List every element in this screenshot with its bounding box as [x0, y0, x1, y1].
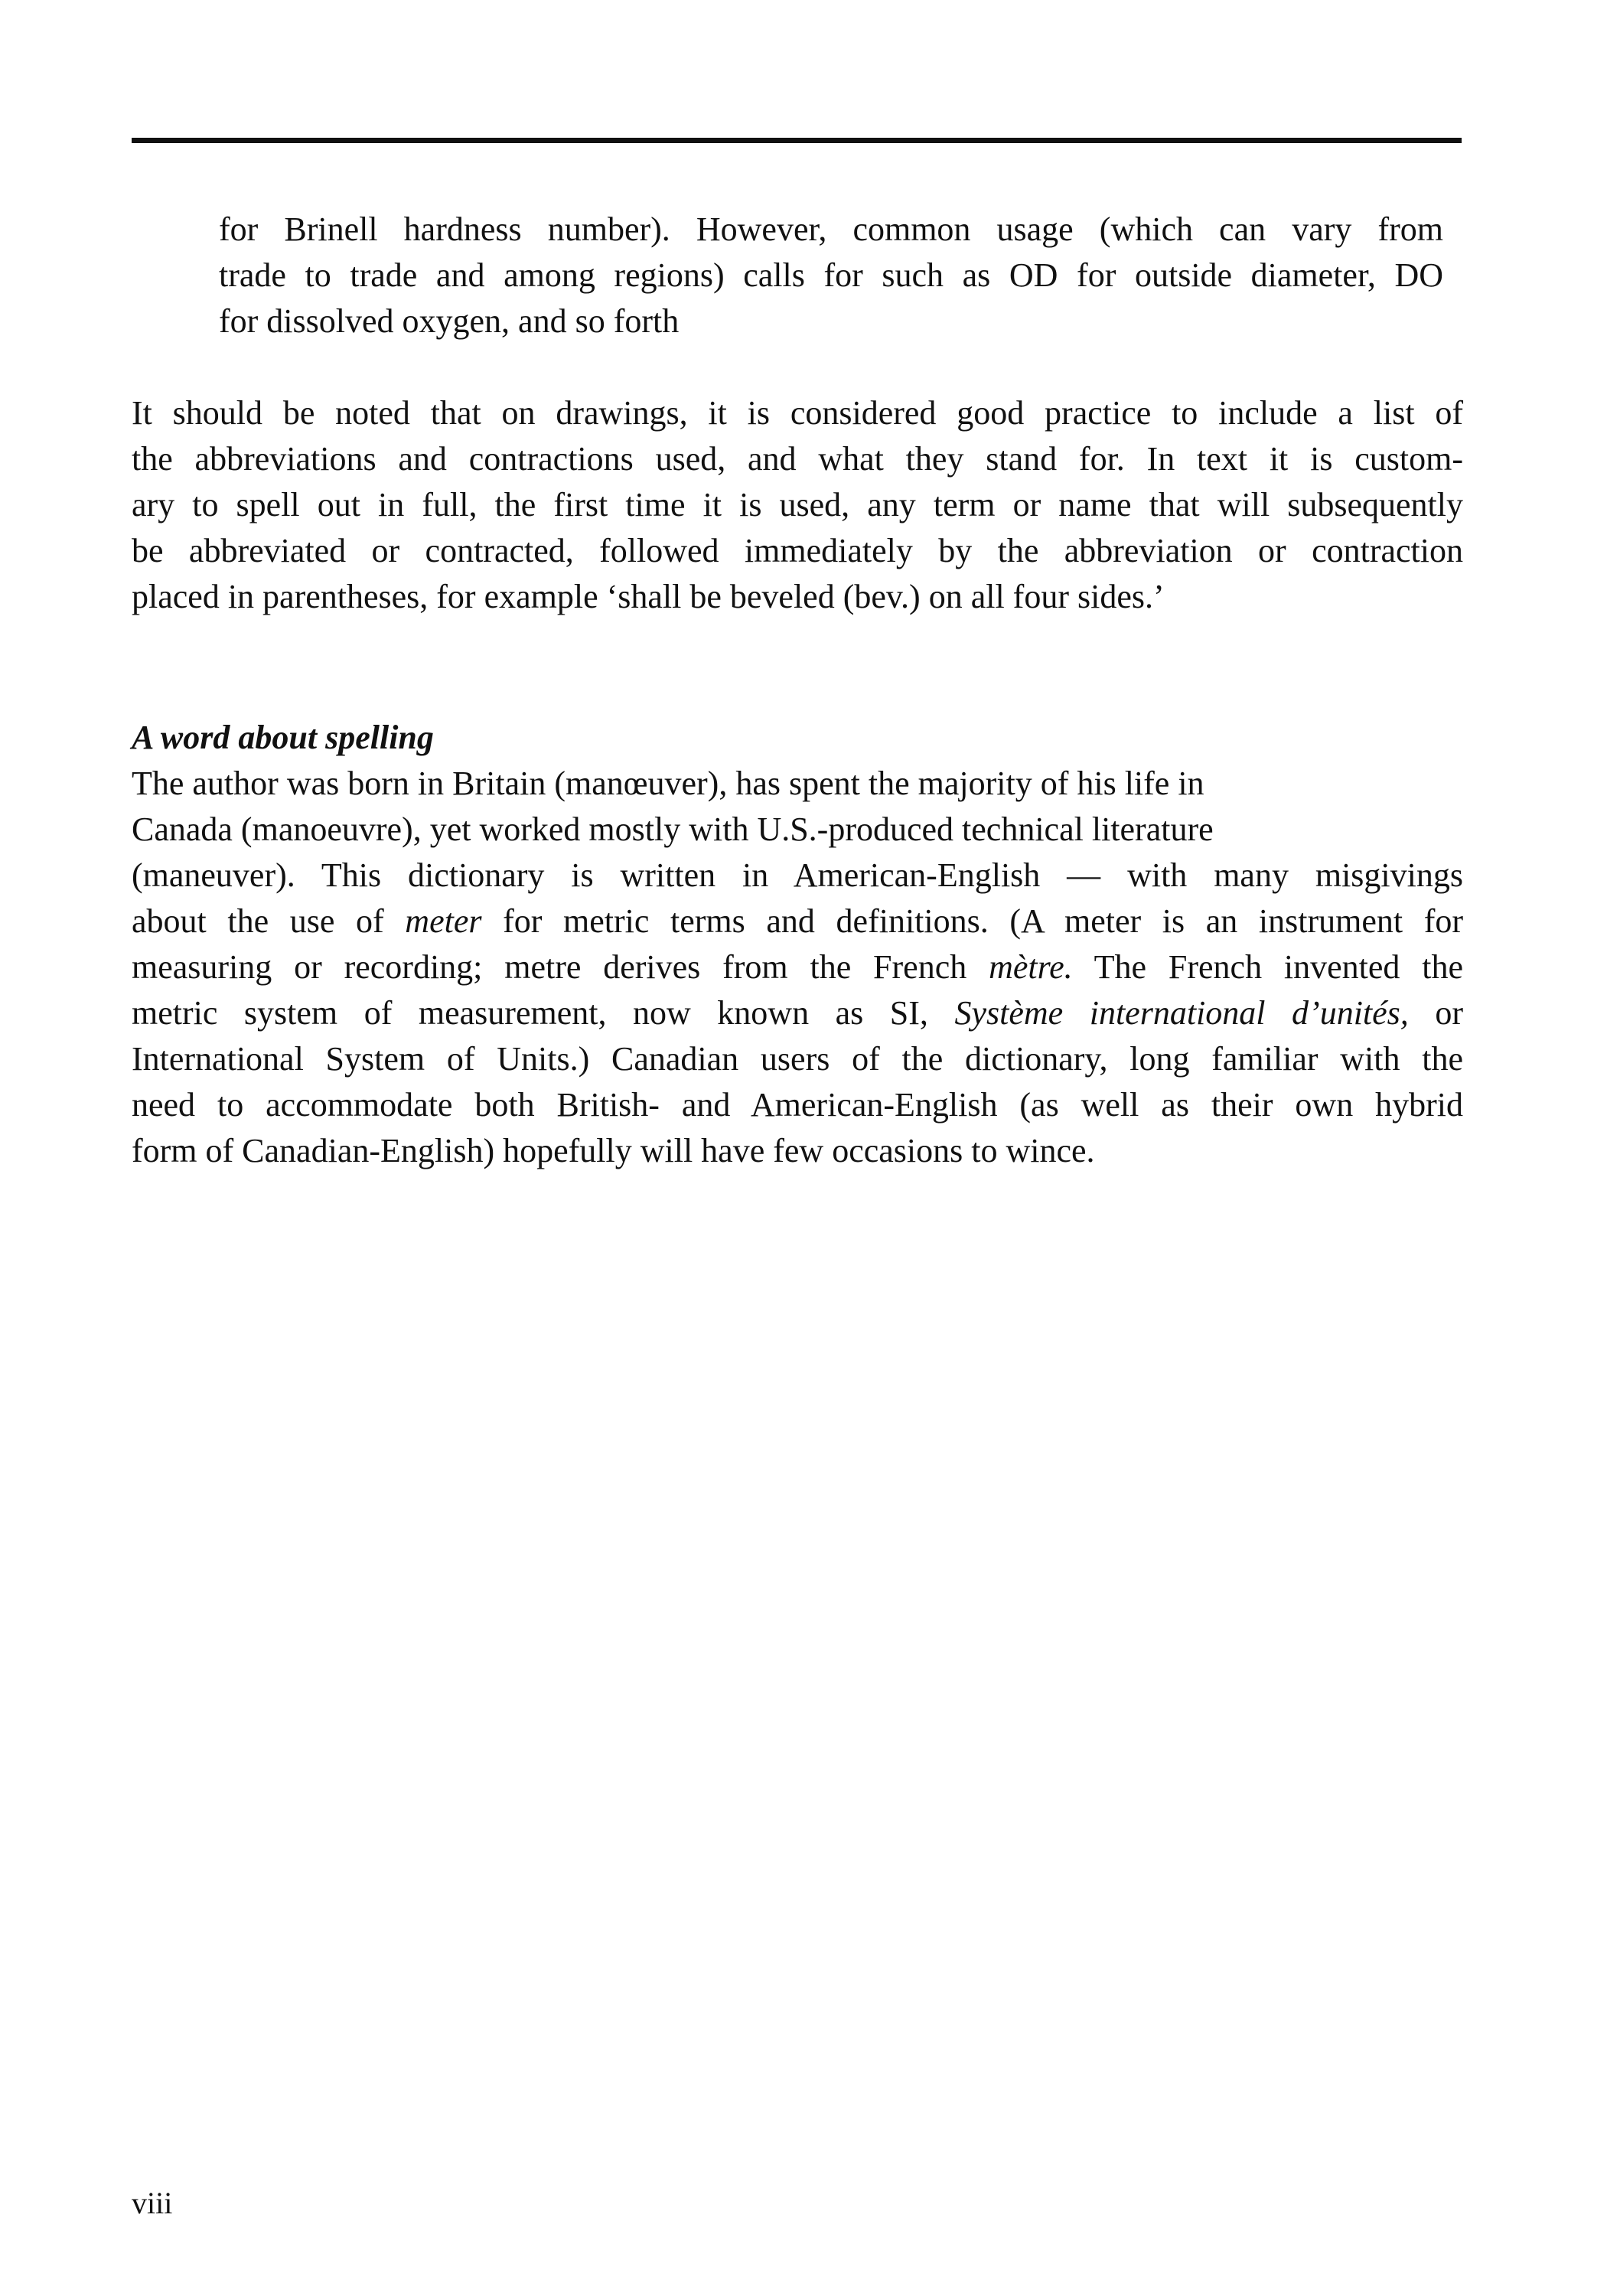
- text-run: metric system of measurement, now known as SI,: [132, 994, 955, 1032]
- text-line: Canada (manoeuvre), yet worked mostly with U.S.-produced technical literature: [132, 810, 1214, 848]
- drawing-note-paragraph: [132, 390, 1463, 620]
- section-heading: A word about spelling: [132, 719, 434, 756]
- italic-term: meter: [405, 902, 482, 940]
- text-line: for Brinell hardness number). However, common usage (which can vary from: [219, 210, 1443, 248]
- italic-term: Système international d’unités,: [954, 994, 1409, 1032]
- text-line: ary to spell out in full, the first time it is used, any term or name that will subsequently: [132, 486, 1463, 523]
- text-run: or: [1408, 994, 1464, 1032]
- text-line: (maneuver). This dictionary is written in American-English — with many misgivings: [132, 856, 1463, 894]
- italic-term: mètre.: [989, 948, 1073, 986]
- text-line: for dissolved oxygen, and so forth: [219, 302, 680, 340]
- text-line: trade to trade and among regions) calls for such as OD for outside diameter, DO: [219, 256, 1443, 294]
- text-line: [132, 899, 1463, 944]
- text-line: be abbreviated or contracted, followed immediately by the abbreviation or contraction: [132, 532, 1463, 569]
- text-line: [132, 990, 1463, 1036]
- text-line: International System of Units.) Canadian users of the dictionary, long familiar with the: [132, 1040, 1463, 1078]
- spelling-paragraph: [132, 761, 1463, 1174]
- continued-paragraph: [219, 207, 1443, 344]
- text-run: about the use of: [132, 902, 406, 940]
- text-line: placed in parentheses, for example ‘shall be beveled (bev.) on all four sides.’: [132, 578, 1165, 615]
- text-line: form of Canadian-English) hopefully will have few occasions to wince.: [132, 1132, 1095, 1169]
- text-line: [132, 944, 1463, 990]
- text-line: The author was born in Britain (manœuver), has spent the majority of his life in: [132, 765, 1204, 802]
- header-rule: [132, 138, 1462, 143]
- text-line: It should be noted that on drawings, it is considered good practice to include a list of: [132, 394, 1463, 432]
- text-run: for metric terms and definitions. (A meter is an instrument for: [481, 902, 1463, 940]
- text-line: the abbreviations and contractions used, and what they stand for. In text it is custom-: [132, 440, 1463, 478]
- text-run: The French invented the: [1072, 948, 1463, 986]
- text-run: measuring or recording; metre derives from the French: [132, 948, 989, 986]
- page-number: viii: [132, 2186, 173, 2220]
- text-line: need to accommodate both British- and American-English (as well as their own hybrid: [132, 1086, 1463, 1124]
